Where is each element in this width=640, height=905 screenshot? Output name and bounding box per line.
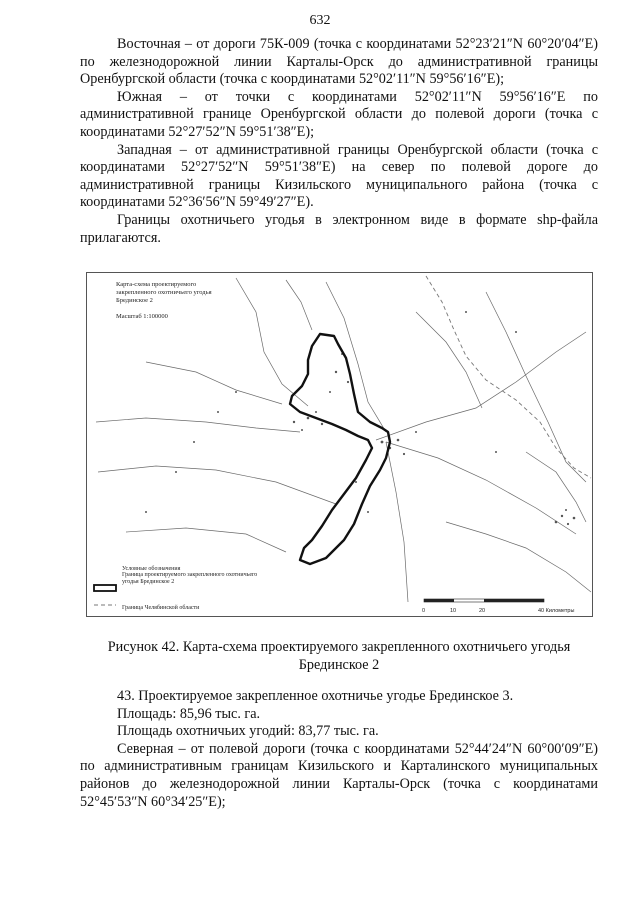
speckle [555,521,558,524]
scale-bar-segment [484,599,544,602]
scale-bar-segment [424,599,454,602]
speckle [567,523,569,525]
speckle [403,453,405,455]
speckle [561,515,563,517]
speckle [565,509,567,511]
paragraph-area: Площадь: 85,96 тыс. га. [117,705,261,722]
paragraph-hunting-area: Площадь охотничьих угодий: 83,77 тыс. га. [117,723,379,740]
speckle [381,441,384,444]
legend-heading: Условные обозначения [122,566,181,572]
paragraph-southern-boundary: Южная – от точки с координатами 52°02′11″N 59°56′16″E по административной границе Оренбургской области до полевой дороги (точка с координатами 52°27′52″N 59°51′38″E); [80,88,598,140]
paragraph-shp-note: Границы охотничьего угодья в электронном виде в формате shp-файла прилагаются. [80,211,598,246]
figure-caption [80,638,598,674]
speckle [347,381,349,383]
speckle [307,417,310,420]
paragraph-western-boundary: Западная – от административной границы Оренбургской области (точка с координатами 52°27′52″N 59°51′38″E) на север по полевой дороге до административной границы Кизильского муниципального района (точка с координатами 52°36′56″N 59°49′27″E). [80,141,598,211]
speckle [397,439,400,442]
page-number: 632 [309,13,331,28]
speckle [145,511,147,513]
map-drawing [86,272,593,617]
speckle [293,421,295,423]
speckle [573,517,576,520]
speckle [235,391,237,393]
map-frame [87,273,593,617]
paragraph-northern-boundary: Северная – от полевой дороги (точка с координатами 52°44′24″N 60°00′09″E) по административным границам Кизильского и Карталинского муниципальных районов до железнодорожной линии Карталы-Орск (точка с координатами 52°45′53″N 60°34′25″E); [80,740,598,810]
speckle [315,411,317,413]
scale-tick-10: 10 [450,608,457,614]
map-scale-label: Масштаб 1:100000 [116,313,168,320]
legend-item-boundary-text: Граница проектируемого закрепленного охотничьего угодья Брединское 2 [122,572,258,585]
paragraph-ground-title: 43. Проектируемое закрепленное охотничье угодье Брединское 3. [117,688,514,704]
speckle [301,429,303,431]
speckle [415,431,417,433]
speckle [465,311,467,313]
speckle [355,481,357,483]
speckle [175,471,177,473]
top-text-block [80,36,598,247]
scale-tick-0: 0 [422,608,426,614]
map-title-line-2: закрепленного охотничьего угодья [116,289,212,296]
caption-line-2: Брединское 2 [298,657,380,673]
caption-line-1: Рисунок 42. Карта-схема проектируемого закрепленного охотничьего угодья [107,639,571,655]
map-figure [86,272,593,617]
map-title-line-3: Брединское 2 [116,297,153,304]
scale-tick-40: 40 Километры [538,608,575,614]
scale-tick-20: 20 [479,608,486,614]
speckle [335,371,337,373]
legend-item-boundary [122,572,262,598]
paragraph-eastern-boundary: Восточная – от дороги 75К-009 (точка с координатами 52°23′21″N 60°20′04″E) по железнодорожной линии Карталы-Орск до административной границы Оренбургской области (точка с координатами 52°02′11″N 59°56′16″E); [80,36,598,88]
bottom-text-block [80,688,598,811]
speckle [329,391,331,393]
speckle [367,511,369,513]
speckle [321,423,323,425]
speckle [495,451,497,453]
speckle [217,411,219,413]
legend-item-oblast: Граница Челябинской области [122,605,200,611]
map-title-line-1: Карта-схема проектируемого [116,281,197,288]
speckle [515,331,517,333]
speckle [193,441,195,443]
